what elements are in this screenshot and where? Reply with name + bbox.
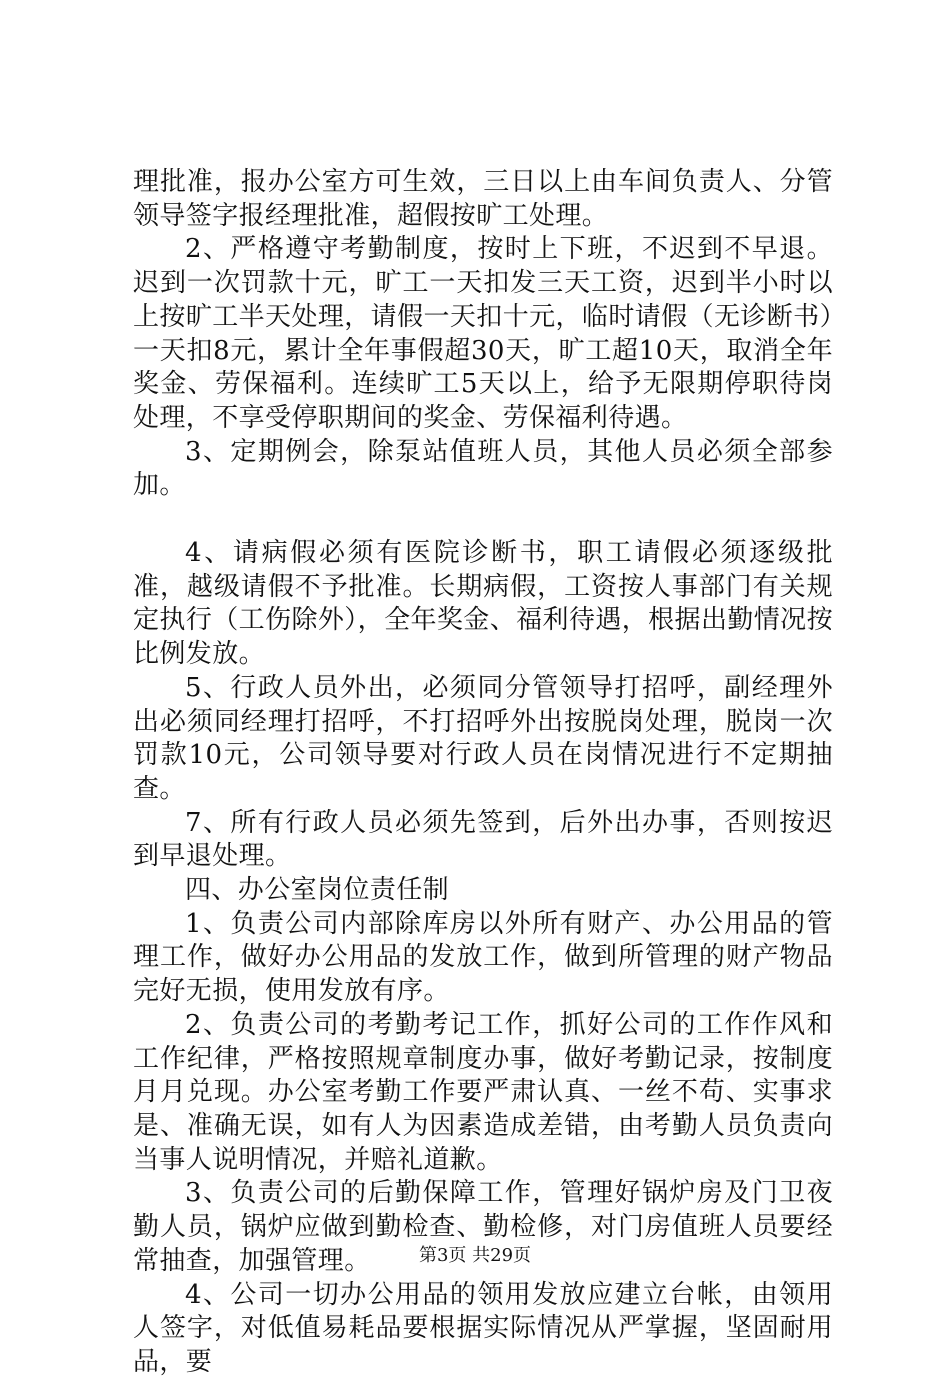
paragraph-continuation: 理批准，报办公室方可生效，三日以上由车间负责人、分管领导签字报经理批准，超假按旷工处理。 bbox=[133, 167, 833, 231]
paragraph-sick-leave-rule-4: 4、请病假必须有医院诊断书，职工请假必须逐级批准，越级请假不予批准。长期病假，工资按人事部门有关规定执行（工伤除外），全年奖金、福利待遇，根据出勤情况按比例发放。 bbox=[133, 538, 833, 670]
paragraph-duty-4: 4、公司一切办公用品的领用发放应建立台帐，由领用人签字，对低值易耗品要根据实际情况从严掌握，坚固耐用品，要 bbox=[133, 1279, 833, 1377]
paragraph-attendance-rule-2: 2、严格遵守考勤制度，按时上下班，不迟到不早退。迟到一次罚款十元，旷工一天扣发三天工资，迟到半小时以上按旷工半天处理，请假一天扣十元，临时请假（无诊断书）一天扣8元，累计全年事假超30天，旷工超10天，取消全年奖金、劳保福利。连续旷工5天以上，给予无限期停职待岗处理，不享受停职期间的奖金、劳保福利待遇。 bbox=[133, 234, 833, 433]
document-body bbox=[133, 166, 833, 1380]
paragraph-duty-3: 3、负责公司的后勤保障工作，管理好锅炉房及门卫夜勤人员，锅炉应做到勤检查、勤检修，对门房值班人员要经常抽查，加强管理。 bbox=[133, 1178, 833, 1276]
paragraph-signin-rule-7: 7、所有行政人员必须先签到，后外出办事，否则按迟到早退处理。 bbox=[133, 807, 833, 872]
paragraph-outing-rule-5: 5、行政人员外出，必须同分管领导打招呼，副经理外出必须同经理打招呼，不打招呼外出按脱岗处理，脱岗一次罚款10元，公司领导要对行政人员在岗情况进行不定期抽查。 bbox=[133, 672, 833, 804]
paragraph-meeting-rule-3: 3、定期例会，除泵站值班人员，其他人员必须全部参加。 bbox=[133, 436, 833, 501]
page-number-footer: 第3页 共29页 bbox=[418, 1245, 532, 1266]
paragraph-duty-1: 1、负责公司内部除库房以外所有财产、办公用品的管理工作，做好办公用品的发放工作，做到所管理的财产物品完好无损，使用发放有序。 bbox=[133, 908, 833, 1007]
paragraph-duty-2: 2、负责公司的考勤考记工作，抓好公司的工作作风和工作纪律，严格按照规章制度办事，做好考勤记录，按制度月月兑现。办公室考勤工作要严肃认真、一丝不苟、实事求是、准确无误，如有人为因素造成差错，由考勤人员负责向当事人说明情况，并赔礼道歉。 bbox=[133, 1009, 833, 1175]
section-heading: 四、办公室岗位责任制 bbox=[185, 875, 450, 906]
